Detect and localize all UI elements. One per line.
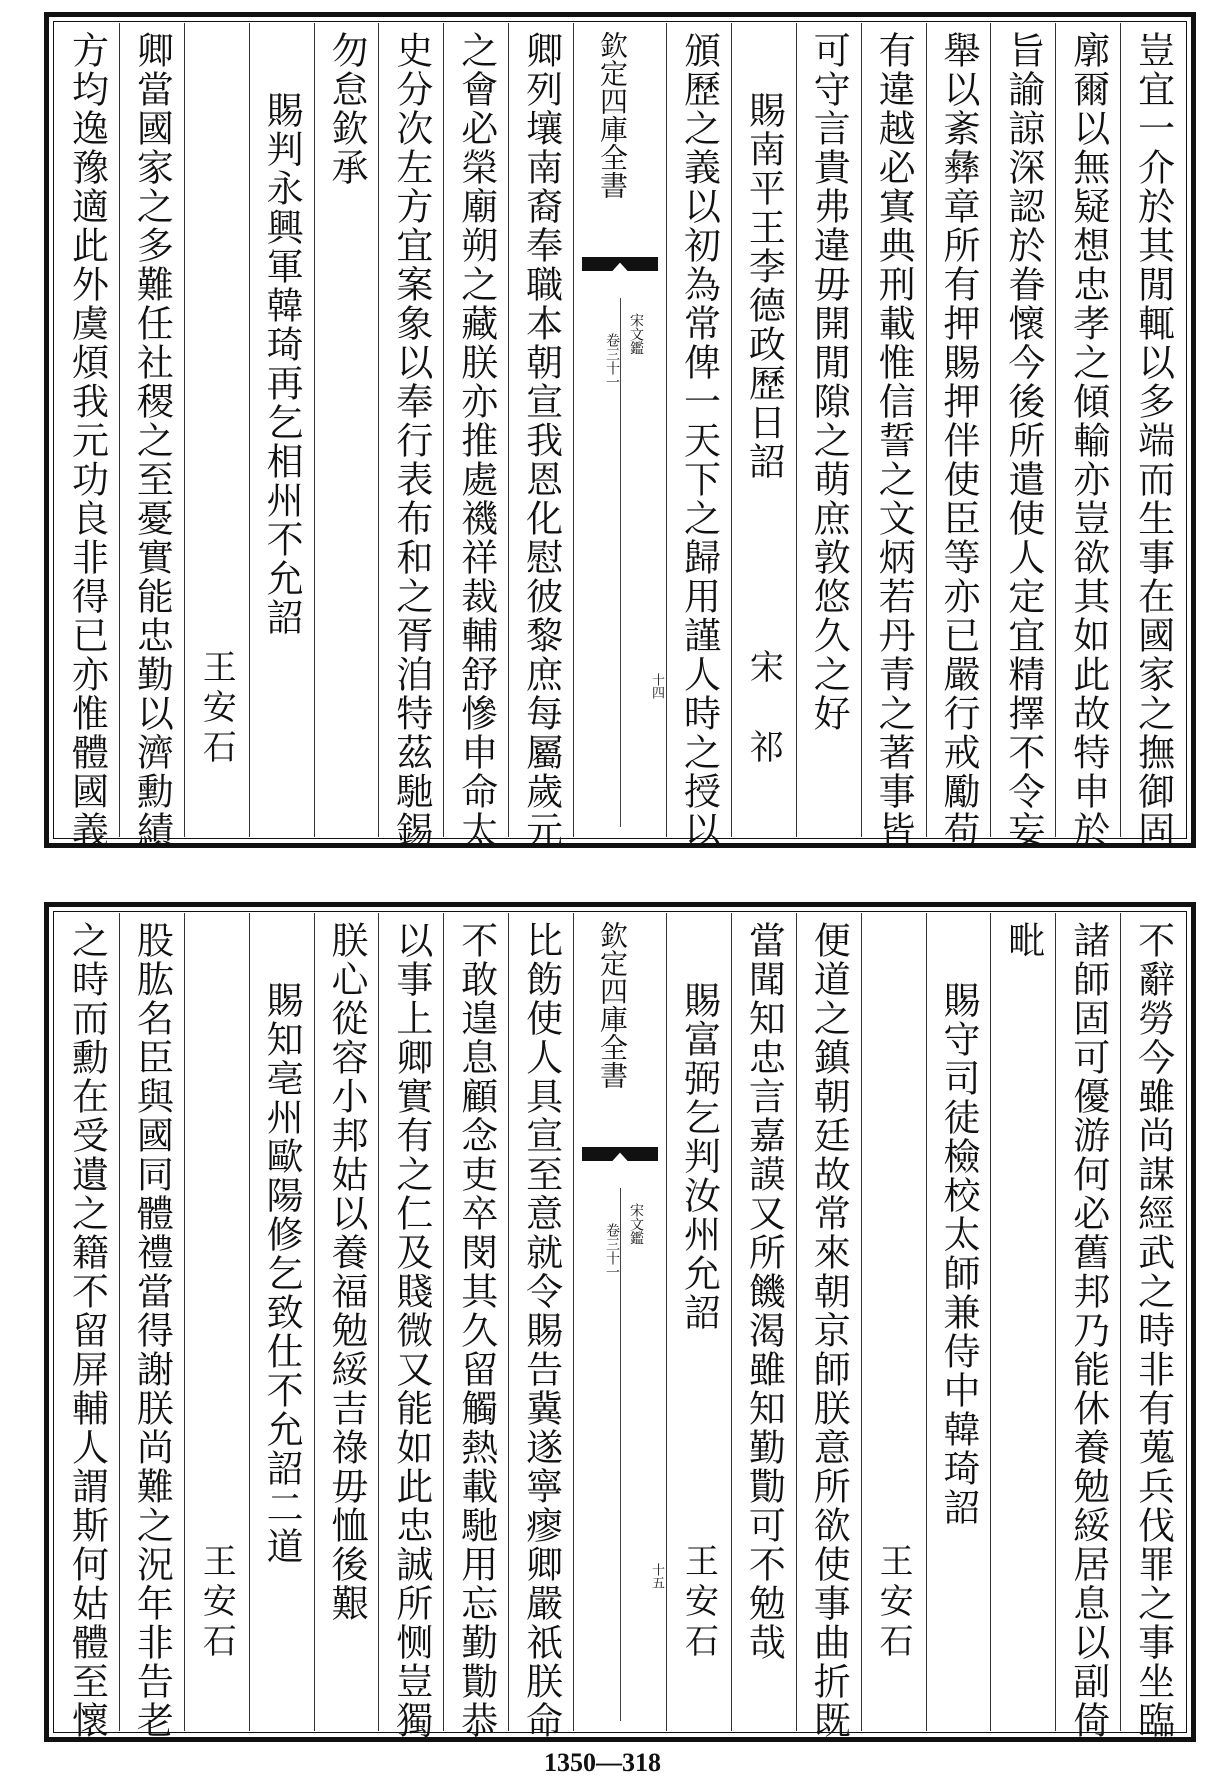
text-column — [184, 23, 249, 837]
text-line: 比飭使人具宣至意就令賜告冀遂寧瘳卿嚴祇朕命 — [519, 921, 563, 1740]
text-column — [1120, 913, 1185, 1740]
text-line: 舉以紊彝章所有押賜押伴使臣等亦已嚴行戒勵苟 — [936, 31, 980, 850]
gutter-title: 欽定四庫全書 — [596, 921, 629, 1089]
text-column — [666, 913, 731, 1731]
fishtail-mark-icon — [582, 1147, 658, 1177]
text-column — [55, 23, 119, 850]
text-column — [314, 913, 379, 1731]
author-name: 宋 祁 — [743, 649, 784, 769]
text-column — [1055, 23, 1120, 850]
text-column — [731, 23, 796, 837]
text-line: 卿當國家之多難任社稷之至憂實能忠勤以濟勳績 — [130, 31, 174, 850]
text-line: 之會必榮廟朔之藏朕亦推處禨祥裁輔舒慘申命太 — [454, 31, 498, 850]
text-column — [249, 913, 314, 1731]
section-heading: 賜知亳州歐陽修乞致仕不允詔二道 — [260, 981, 304, 1566]
gutter-volume: 卷三十一 — [604, 1223, 620, 1279]
section-heading: 賜南平王李德政歷日詔 — [742, 91, 786, 481]
text-column — [378, 913, 443, 1740]
bottom-page-columns — [55, 913, 1185, 1740]
section-heading: 賜守司徒檢校太師兼侍中韓琦詔 — [936, 981, 980, 1527]
text-line: 諸師固可優游何必舊邦乃能休養勉綏居息以副倚 — [1066, 921, 1110, 1740]
text-line: 史分次左方宜案象以奉行表布和之胥洎特茲馳錫 — [389, 31, 433, 850]
text-line: 朕心從容小邦姑以養福勉綏吉祿毋恤後艱 — [324, 921, 368, 1623]
text-column — [184, 913, 249, 1731]
text-line: 不敢遑息顧念吏卒閔其久留觸熱載馳用忘勤勩恭 — [454, 921, 498, 1740]
gutter-volume: 卷三十一 — [604, 333, 620, 389]
text-line: 以事上卿實有之仁及賤微又能如此忠誠所恻豈獨 — [389, 921, 433, 1740]
author-name: 王安石 — [678, 1543, 719, 1663]
text-line: 方均逸豫適此外虞煩我元功良非得已亦惟體國義 — [65, 31, 109, 850]
text-column — [926, 23, 991, 850]
text-column — [378, 23, 443, 850]
text-column — [508, 913, 573, 1740]
gutter-title: 欽定四庫全書 — [596, 31, 629, 199]
text-line: 勿怠欽承 — [324, 31, 368, 187]
text-column — [861, 913, 926, 1731]
text-column — [119, 913, 184, 1740]
fishtail-mark-icon — [582, 257, 658, 287]
text-line: 便道之鎮朝廷故常來朝京師朕意所欲使事曲折既 — [807, 921, 851, 1740]
text-column — [443, 913, 508, 1740]
text-column — [796, 23, 861, 837]
text-column — [926, 913, 991, 1731]
text-column — [1120, 23, 1185, 850]
gutter-leaf-number: 十五 — [649, 1563, 664, 1589]
top-page-columns — [55, 23, 1185, 850]
top-page — [44, 12, 1196, 848]
text-line: 豈宜一介於其閒輒以多端而生事在國家之撫御固 — [1131, 31, 1175, 850]
text-column — [314, 23, 379, 837]
author-name: 王安石 — [196, 1543, 237, 1663]
text-line: 旨諭諒深認於眷懷今後所遣使人定宜精擇不令妄 — [1001, 31, 1045, 850]
author-name: 王安石 — [873, 1543, 914, 1663]
text-column — [990, 913, 1055, 1731]
gutter-book-title: 宋文鑑 — [628, 1203, 644, 1245]
text-column — [666, 23, 731, 850]
text-column — [861, 23, 926, 850]
text-line: 毗 — [1001, 921, 1045, 960]
text-column — [1055, 913, 1120, 1740]
text-column — [731, 913, 796, 1731]
text-line: 頒歷之義以初為常俾一天下之歸用謹人時之授以 — [677, 31, 721, 850]
text-column — [249, 23, 314, 837]
text-line: 卿列壤南裔奉職本朝宣我恩化慰彼黎庶每屬歲元 — [519, 31, 563, 850]
gutter-book-title: 宋文鑑 — [628, 313, 644, 355]
page-number-footer: 1350—318 — [544, 1748, 661, 1777]
text-line: 可守言貴弗違毋開閒隙之萌庶敦悠久之好 — [807, 31, 851, 733]
text-column — [55, 913, 119, 1740]
text-column — [443, 23, 508, 850]
author-name: 王安石 — [196, 649, 237, 769]
text-line: 之時而勳在受遺之籍不留屏輔人謂斯何姑體至懷 — [65, 921, 109, 1740]
bottom-page — [44, 902, 1196, 1742]
text-line: 廓爾以無疑想忠孝之傾輸亦豈欲其如此故特申於 — [1066, 31, 1110, 850]
text-line: 不辭勞今雖尚謀經武之時非有蒐兵伐罪之事坐臨 — [1131, 921, 1175, 1740]
section-heading: 賜判永興軍韓琦再乞相州不允詔 — [260, 91, 304, 637]
text-column — [796, 913, 861, 1740]
center-gutter — [573, 913, 666, 1731]
text-line: 有違越必寘典刑載惟信誓之文炳若丹青之著事皆 — [872, 31, 916, 850]
text-column — [990, 23, 1055, 850]
text-column — [119, 23, 184, 850]
text-line: 股肱名臣與國同體禮當得謝朕尚難之況年非告老 — [130, 921, 174, 1740]
center-gutter — [573, 23, 666, 837]
section-heading: 賜富弼乞判汝州允詔 — [677, 981, 721, 1332]
text-column — [508, 23, 573, 850]
text-line: 當聞知忠言嘉謨又所饑渴雖知勤勩可不勉哉 — [742, 921, 786, 1662]
gutter-leaf-number: 十四 — [649, 673, 664, 699]
